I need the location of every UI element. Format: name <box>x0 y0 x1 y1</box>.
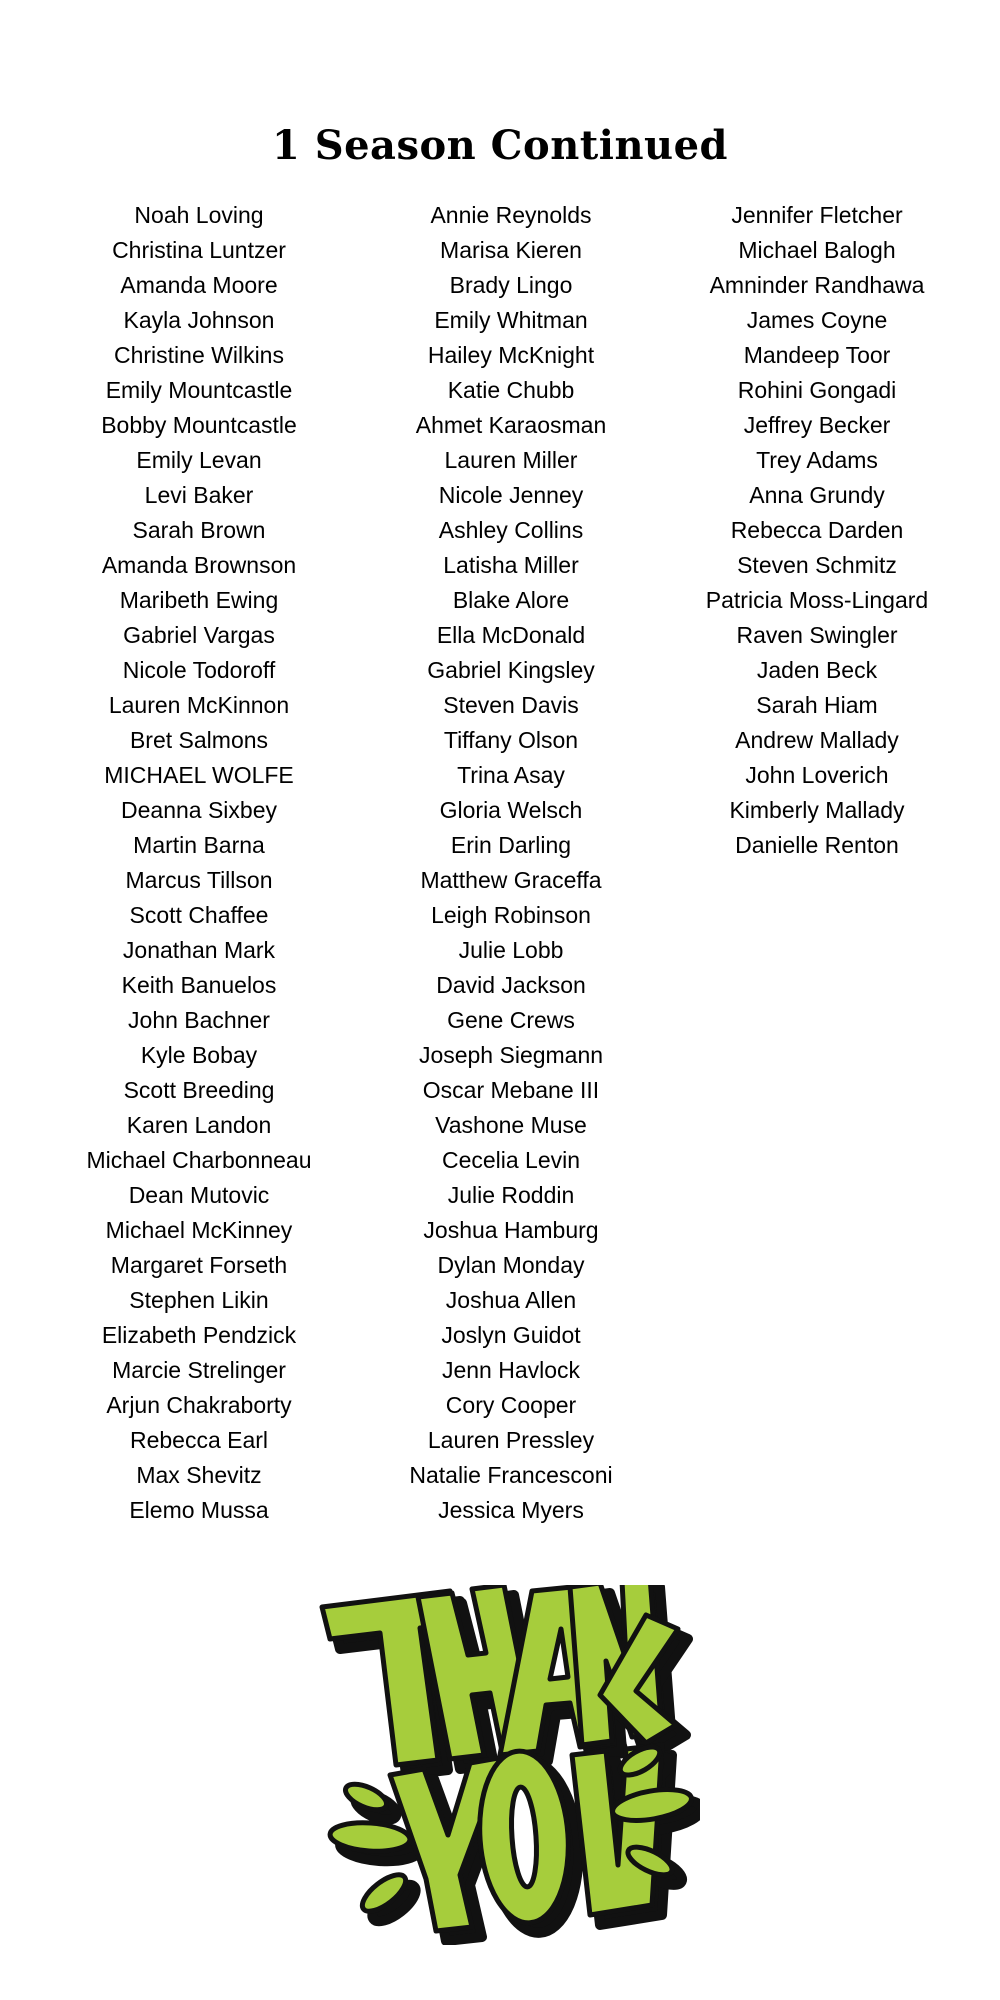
name-list-item: Steven Schmitz <box>737 552 897 578</box>
name-list-item: Christine Wilkins <box>114 342 284 368</box>
name-list-item: Marcie Strelinger <box>112 1357 286 1383</box>
name-list-item: Emily Levan <box>136 447 262 473</box>
name-list-item: Arjun Chakraborty <box>106 1392 292 1418</box>
name-list-item: Christina Luntzer <box>112 237 286 263</box>
name-list-item: Dylan Monday <box>437 1252 585 1278</box>
name-list-item: Gene Crews <box>447 1007 575 1033</box>
name-list-item: Michael McKinney <box>105 1217 293 1243</box>
name-list-item: Lauren Miller <box>444 447 578 473</box>
name-list-item: Max Shevitz <box>136 1462 262 1488</box>
name-list-item: Julie Lobb <box>458 937 564 963</box>
name-list-item: Julie Roddin <box>447 1182 575 1208</box>
name-list-item: Rebecca Earl <box>129 1427 269 1453</box>
name-list-item: MICHAEL WOLFE <box>104 762 294 788</box>
name-list-item: Elemo Mussa <box>129 1497 269 1523</box>
name-list-item: Erin Darling <box>450 832 572 858</box>
name-list-item: Kayla Johnson <box>123 307 275 333</box>
name-list-item: Joslyn Guidot <box>441 1322 581 1348</box>
name-list-item: Dean Mutovic <box>128 1182 270 1208</box>
name-list-item: Latisha Miller <box>443 552 579 578</box>
name-list-item: Brady Lingo <box>449 272 573 298</box>
name-list-item: Sarah Brown <box>132 517 266 543</box>
name-list-item: Noah Loving <box>134 202 264 228</box>
thank-you-logo <box>310 1585 700 1945</box>
name-list-item: Emily Whitman <box>434 307 588 333</box>
name-list-item: David Jackson <box>436 972 586 998</box>
names-column-3 <box>667 198 967 863</box>
name-list-item: Marisa Kieren <box>440 237 582 263</box>
name-list-item: Karen Landon <box>126 1112 272 1138</box>
name-list-item: Danielle Renton <box>735 832 899 858</box>
name-list-item: Nicole Jenney <box>438 482 584 508</box>
name-list-item: Jeffrey Becker <box>743 412 891 438</box>
name-list-item: Scott Breeding <box>123 1077 275 1103</box>
name-list-item: Mandeep Toor <box>743 342 891 368</box>
name-list-item: Annie Reynolds <box>430 202 592 228</box>
name-list-item: Michael Balogh <box>738 237 896 263</box>
name-list-item: Amninder Randhawa <box>709 272 925 298</box>
name-list-item: Tiffany Olson <box>443 727 579 753</box>
name-list-item: Hailey McKnight <box>427 342 595 368</box>
name-list-item: Raven Swingler <box>736 622 898 648</box>
name-list-item: Gabriel Vargas <box>123 622 275 648</box>
name-list-item: John Bachner <box>128 1007 270 1033</box>
name-list-item: Patricia Moss-Lingard <box>705 587 929 613</box>
names-column-2 <box>361 198 661 1528</box>
name-list-item: Rebecca Darden <box>730 517 904 543</box>
name-list-item: Vashone Muse <box>435 1112 587 1138</box>
name-list-item: Katie Chubb <box>447 377 575 403</box>
name-list-item: Margaret Forseth <box>110 1252 288 1278</box>
name-list-item: Jenn Havlock <box>441 1357 581 1383</box>
name-list-item: Joshua Allen <box>445 1287 577 1313</box>
name-list-item: Gloria Welsch <box>439 797 583 823</box>
name-list-item: Kyle Bobay <box>140 1042 258 1068</box>
name-list-item: Cory Cooper <box>445 1392 577 1418</box>
name-list-item: Jonathan Mark <box>122 937 276 963</box>
name-list-item: Trina Asay <box>457 762 565 788</box>
name-list-item: Anna Grundy <box>749 482 885 508</box>
name-list-item: Jessica Myers <box>438 1497 584 1523</box>
name-list-item: Blake Alore <box>452 587 570 613</box>
name-list-item: John Loverich <box>745 762 889 788</box>
name-list-item: Martin Barna <box>133 832 265 858</box>
name-list-item: Kimberly Mallady <box>729 797 905 823</box>
name-list-item: James Coyne <box>746 307 888 333</box>
name-list-item: Joshua Hamburg <box>423 1217 599 1243</box>
name-list-item: Keith Banuelos <box>121 972 277 998</box>
thank-you-lettering-graphic <box>310 1585 700 1945</box>
name-list-item: Deanna Sixbey <box>121 797 277 823</box>
name-list-item: Levi Baker <box>144 482 254 508</box>
name-list-item: Oscar Mebane III <box>422 1077 600 1103</box>
name-list-item: Elizabeth Pendzick <box>101 1322 297 1348</box>
name-list-item: Andrew Mallady <box>735 727 899 753</box>
name-list-item: Gabriel Kingsley <box>427 657 595 683</box>
name-list-item: Rohini Gongadi <box>737 377 897 403</box>
name-list-item: Leigh Robinson <box>431 902 591 928</box>
name-list-item: Scott Chaffee <box>129 902 269 928</box>
names-column-1 <box>49 198 349 1528</box>
name-list-item: Emily Mountcastle <box>105 377 293 403</box>
name-list-item: Amanda Brownson <box>101 552 297 578</box>
name-list-item: Nicole Todoroff <box>122 657 276 683</box>
name-list-item: Joseph Siegmann <box>418 1042 604 1068</box>
page-title: 1 Season Continued <box>271 122 729 169</box>
name-list-item: Ella McDonald <box>436 622 586 648</box>
name-list-item: Lauren McKinnon <box>108 692 290 718</box>
name-list-item: Matthew Graceffa <box>420 867 602 893</box>
name-list-item: Trey Adams <box>756 447 878 473</box>
name-list-item: Michael Charbonneau <box>86 1147 312 1173</box>
name-list-item: Ashley Collins <box>438 517 584 543</box>
name-list-item: Sarah Hiam <box>756 692 878 718</box>
name-list-item: Steven Davis <box>443 692 579 718</box>
name-list-item: Maribeth Ewing <box>119 587 279 613</box>
name-list-item: Bret Salmons <box>129 727 269 753</box>
name-list-item: Lauren Pressley <box>427 1427 595 1453</box>
name-list-item: Ahmet Karaosman <box>415 412 607 438</box>
name-list-item: Cecelia Levin <box>441 1147 581 1173</box>
name-list-item: Jennifer Fletcher <box>731 202 903 228</box>
name-list-item: Amanda Moore <box>120 272 278 298</box>
name-list-item: Bobby Mountcastle <box>101 412 297 438</box>
name-list-item: Jaden Beck <box>756 657 878 683</box>
name-list-item: Marcus Tillson <box>125 867 273 893</box>
name-list-item: Natalie Francesconi <box>409 1462 613 1488</box>
name-list-item: Stephen Likin <box>129 1287 269 1313</box>
